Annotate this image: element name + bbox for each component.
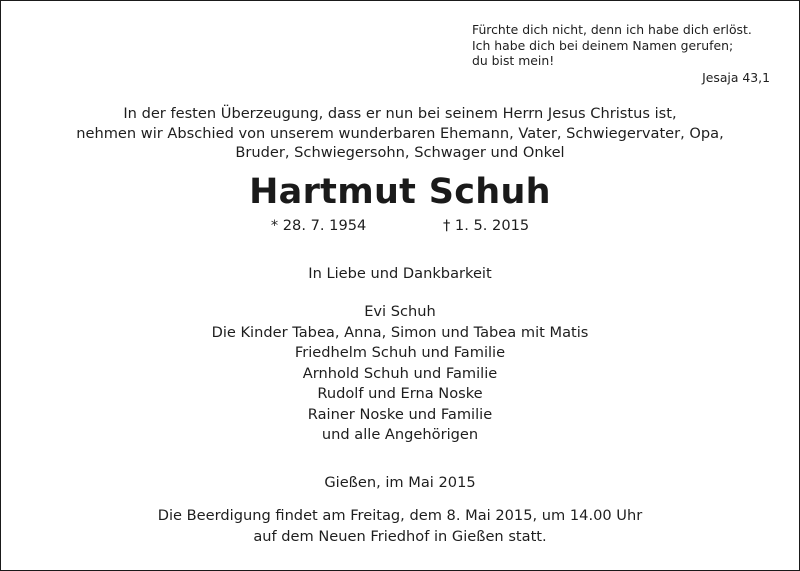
mourners-list <box>0 302 800 446</box>
mourner: Evi Schuh <box>364 303 436 320</box>
verse-line: du bist mein! <box>472 53 555 68</box>
intro-line: Bruder, Schwiegersohn, Schwager und Onkel <box>235 144 565 161</box>
thanks-line: In Liebe und Dankbarkeit <box>308 265 492 282</box>
life-dates <box>0 216 800 236</box>
birth-date: * 28. 7. 1954 <box>270 217 367 234</box>
verse-line: Fürchte dich nicht, denn ich habe dich erlöst. <box>472 22 752 37</box>
intro-text <box>0 104 800 163</box>
mourner: Rainer Noske und Familie <box>307 405 493 423</box>
intro-line: In der festen Überzeugung, dass er nun bei seinem Herrn Jesus Christus ist, <box>123 105 677 122</box>
intro-line: nehmen wir Abschied von unserem wunderbaren Ehemann, Vater, Schwiegervater, Opa, <box>76 124 724 142</box>
place-date: Gießen, im Mai 2015 <box>324 474 476 491</box>
death-date: † 1. 5. 2015 <box>442 217 530 234</box>
verse-line: Ich habe dich bei deinem Namen gerufen; <box>472 37 734 53</box>
mourner: Arnhold Schuh und Familie <box>302 364 498 382</box>
funeral-line: Die Beerdigung findet am Freitag, dem 8. Mai 2015, um 14.00 Uhr <box>157 507 643 524</box>
funeral-line: auf dem Neuen Friedhof in Gießen statt. <box>253 527 547 545</box>
funeral-info <box>0 506 800 547</box>
bible-verse <box>472 22 770 85</box>
mourner: Friedhelm Schuh und Familie <box>294 344 506 361</box>
deceased-name: Hartmut Schuh <box>249 172 551 212</box>
mourner: und alle Angehörigen <box>321 426 479 443</box>
mourner: Die Kinder Tabea, Anna, Simon und Tabea mit Matis <box>211 323 589 341</box>
mourner: Rudolf und Erna Noske <box>317 385 483 402</box>
verse-reference: Jesaja 43,1 <box>702 69 770 85</box>
